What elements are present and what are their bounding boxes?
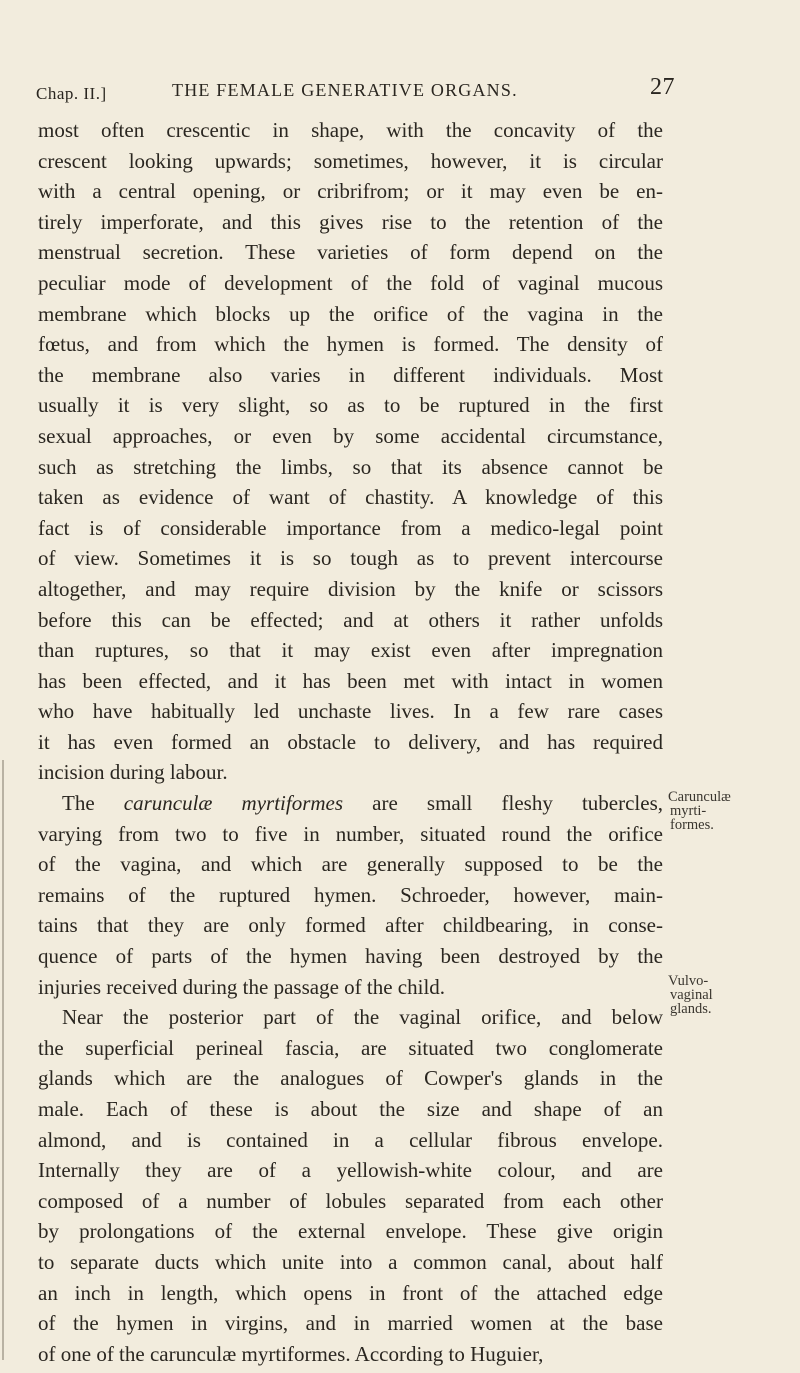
margin-note-line: vaginal [670,987,713,1003]
running-header [36,76,676,106]
text-line: tains that they are only formed after childbearing, in conse- [38,913,663,938]
text-line: incision during labour. [38,760,228,785]
margin-note-line: glands. [670,1001,712,1017]
text-line: remains of the ruptured hymen. Schroeder, however, main- [38,882,663,907]
text-line: quence of parts of the hymen having been destroyed by the [38,944,663,969]
text-line: membrane which blocks up the orifice of the vagina in the [38,301,663,326]
text-line: varying from two to five in number, situated round the orifice [38,821,663,846]
body-text [38,115,663,1369]
text-line: altogether, and may require division by the knife or scissors [38,576,663,601]
text-line: Near the posterior part of the vaginal orifice, and below [62,1005,663,1030]
margin-note-line: Carunculæ [668,789,731,805]
text-line: an inch in length, which opens in front of the attached edge [38,1280,663,1305]
text-line: fact is of considerable importance from a medico-legal point [38,515,663,540]
margin-note-line: formes. [670,817,714,833]
text-line: the superficial perineal fascia, are situated two conglomerate [38,1035,663,1060]
text-line: glands which are the analogues of Cowper's glands in the [38,1066,663,1091]
text-line: has been effected, and it has been met with intact in women [38,668,663,693]
text-line: almond, and is contained in a cellular fibrous envelope. [38,1127,663,1152]
text-line: of one of the carunculæ myrtiformes. According to Huguier, [38,1341,544,1366]
text-line: who have habitually led unchaste lives. In a few rare cases [38,699,663,724]
text-line: before this can be effected; and at others it rather unfolds [38,607,663,632]
text-line: to separate ducts which unite into a common canal, about half [38,1249,663,1274]
text-line: peculiar mode of development of the fold of vaginal mucous [38,270,663,295]
text-line: by prolongations of the external envelope. These give origin [38,1219,663,1244]
text-line: such as stretching the limbs, so that its absence cannot be [38,454,663,479]
para-first-rest: are small fleshy tubercles, [343,791,663,816]
text-line: Internally they are of a yellowish-white colour, and are [38,1158,663,1183]
text-line: injuries received during the passage of the child. [38,974,446,999]
text-line: tirely imperforate, and this gives rise to the retention of the [38,209,663,234]
margin-note-line: Vulvo- [668,973,709,989]
running-title: THE FEMALE GENERATIVE ORGANS. [172,80,518,100]
chapter-label: Chap. II.] [36,84,107,103]
text-line: taken as evidence of want of chastity. A knowledge of this [38,485,663,510]
text-line: usually it is very slight, so as to be ruptured in the first [38,393,663,418]
text-line: the membrane also varies in different individuals. Most [38,362,663,387]
text-line: crescent looking upwards; sometimes, however, it is circular [38,148,663,173]
text-line: male. Each of these is about the size and shape of an [38,1097,663,1121]
text-line: of the hymen in virgins, and in married women at the base [38,1311,663,1336]
margin-note-vulvo-vaginal [668,974,796,1016]
text-line: menstrual secretion. These varieties of form depend on the [38,240,663,265]
text-line: fœtus, and from which the hymen is formed. The density of [38,332,663,357]
margin-note-line: myrti- [670,803,707,819]
para-intro: The [62,791,124,816]
text-line: sexual approaches, or even by some accidental circumstance, [38,423,663,448]
page-number: 27 [650,74,675,100]
text-line: than ruptures, so that it may exist even after impregnation [38,638,663,663]
text-line: it has even formed an obstacle to delivery, and has required [38,729,663,754]
gutter-shadow [2,760,4,1360]
paragraph-carunculae-start [38,788,663,819]
text-line: of view. Sometimes it is so tough as to prevent intercourse [38,546,663,571]
italic-term: carunculæ myrtiformes [123,791,344,816]
text-line: most often crescentic in shape, with the concavity of the [38,118,663,142]
text-line: composed of a number of lobules separated from each other [38,1188,663,1213]
text-line: of the vagina, and which are generally supposed to be the [38,852,663,877]
text-line: with a central opening, or cribrifrom; or it may even be en- [38,179,663,204]
margin-note-carunculae [668,790,796,832]
